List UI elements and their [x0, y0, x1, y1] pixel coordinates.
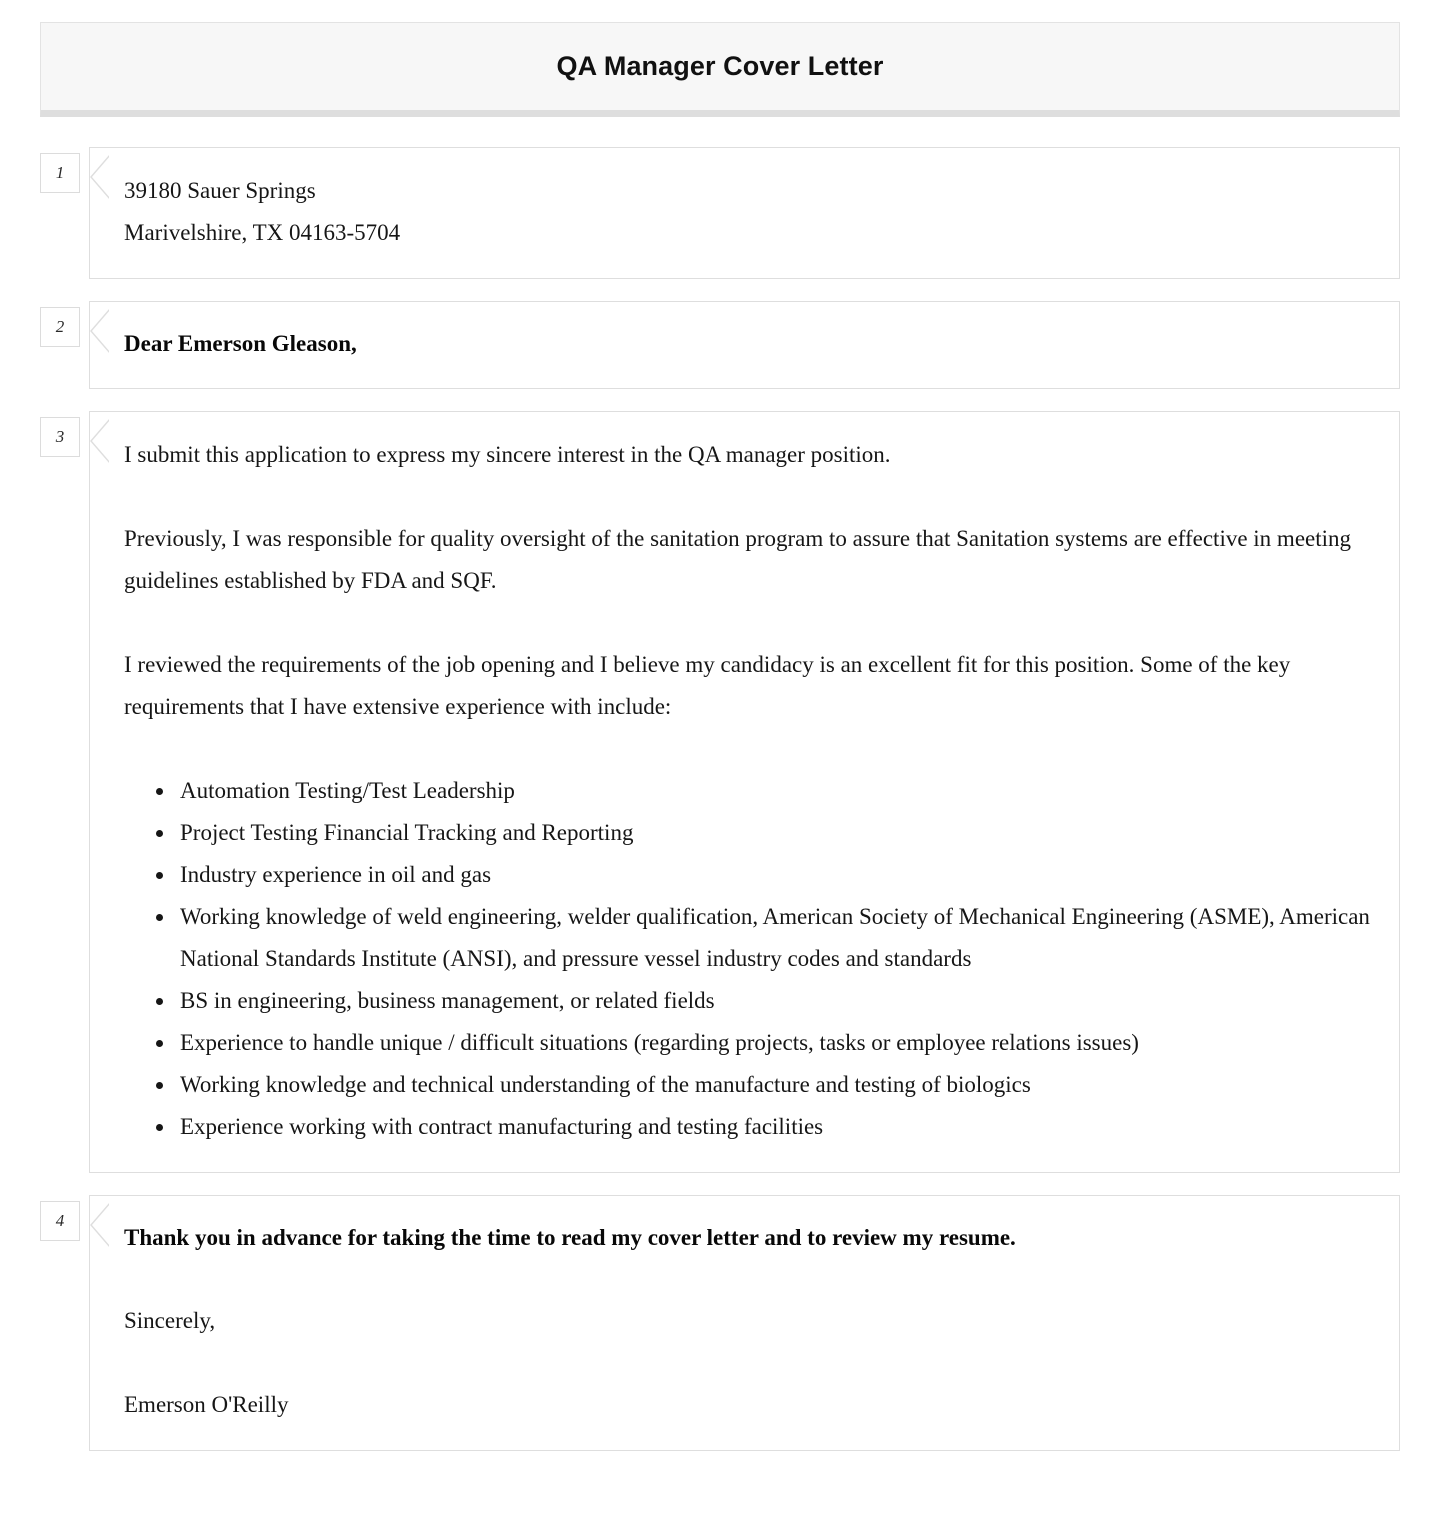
- block-number-badge[interactable]: 4: [40, 1201, 80, 1241]
- block-content-salutation[interactable]: [89, 301, 1400, 389]
- list-item: • Working knowledge of weld engineering, welder qualification, American Society of Mechanical Engineering (ASME), American National Standards Institute (ANSI), and pressure vessel industry codes and standards: [176, 896, 1371, 980]
- salutation-text: Dear Emerson Gleason,: [124, 331, 357, 356]
- letter-block-salutation: [40, 301, 1400, 389]
- list-item: • Industry experience in oil and gas: [176, 854, 1371, 896]
- letter-block-body: [40, 411, 1400, 1173]
- body-paragraph: Previously, I was responsible for quality oversight of the sanitation program to assure that Sanitation systems are effective in meeting guidelines established by FDA and SQF.: [124, 526, 1352, 593]
- block-number-badge[interactable]: 2: [40, 307, 80, 347]
- closing-spacer: [124, 1258, 1371, 1300]
- block-number-badge[interactable]: 3: [40, 417, 80, 457]
- chevron-notch-icon: [89, 1202, 111, 1248]
- letter-block-closing: [40, 1195, 1400, 1451]
- list-item: • Project Testing Financial Tracking and Reporting: [176, 812, 1371, 854]
- chevron-notch-icon: [89, 154, 111, 200]
- letter-block-address: [40, 147, 1400, 279]
- chevron-notch-icon: [89, 418, 111, 464]
- list-item: • BS in engineering, business management, or related fields: [176, 980, 1371, 1022]
- closing-signoff: Sincerely,: [124, 1308, 216, 1333]
- letter-blocks-container: [0, 117, 1440, 1491]
- page-title: QA Manager Cover Letter: [556, 51, 884, 81]
- address-line-2: Marivelshire, TX 04163-5704: [124, 220, 401, 245]
- block-content-body[interactable]: [89, 411, 1400, 1173]
- block-content-address[interactable]: [89, 147, 1400, 279]
- list-item: • Experience working with contract manufacturing and testing facilities: [176, 1106, 1371, 1148]
- chevron-notch-icon: [89, 308, 111, 354]
- list-item: • Experience to handle unique / difficult situations (regarding projects, tasks or employee relations issues): [176, 1022, 1371, 1064]
- requirements-list: [124, 770, 1371, 1148]
- closing-thanks: Thank you in advance for taking the time to read my cover letter and to review my resume.: [124, 1225, 1016, 1250]
- document-header: [40, 22, 1400, 117]
- block-number-badge[interactable]: 1: [40, 153, 80, 193]
- body-paragraph: I submit this application to express my sincere interest in the QA manager position.: [124, 442, 891, 467]
- block-content-closing[interactable]: [89, 1195, 1400, 1451]
- list-item: • Working knowledge and technical understanding of the manufacture and testing of biologics: [176, 1064, 1371, 1106]
- closing-signature: Emerson O'Reilly: [124, 1392, 289, 1417]
- body-paragraph: I reviewed the requirements of the job opening and I believe my candidacy is an excellent fit for this position. Some of the key requirements that I have extensive experience with include:: [124, 652, 1291, 719]
- address-line-1: 39180 Sauer Springs: [124, 178, 316, 203]
- list-item: • Automation Testing/Test Leadership: [176, 770, 1371, 812]
